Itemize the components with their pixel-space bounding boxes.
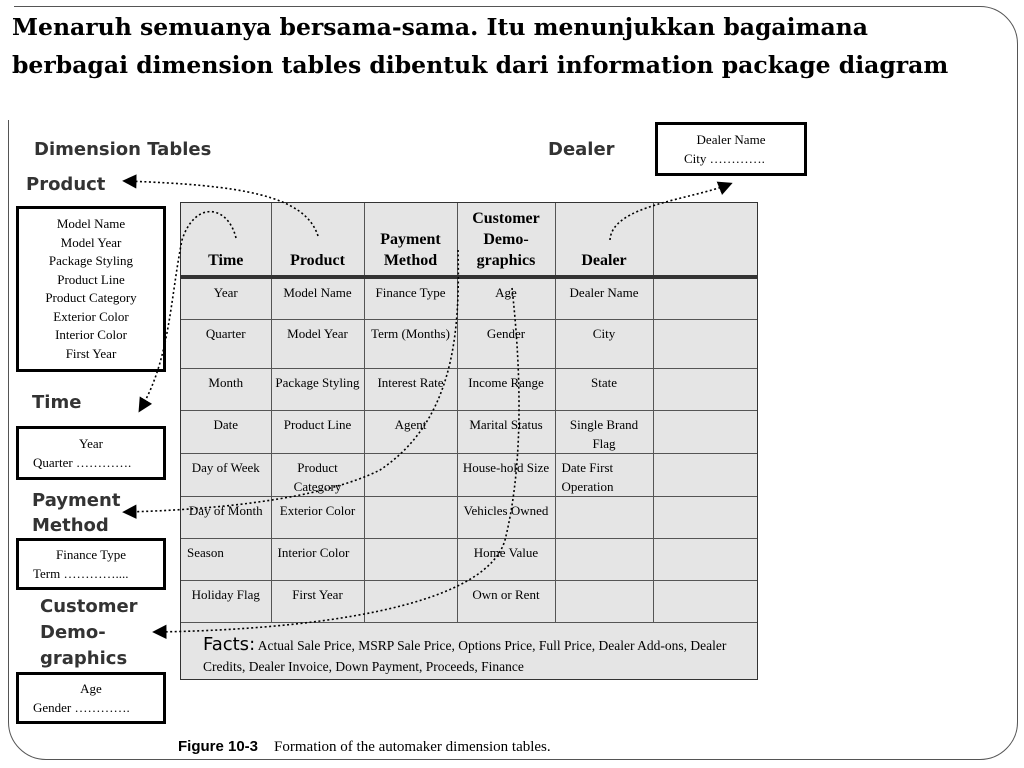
cell [653, 277, 757, 319]
facts-text: Actual Sale Price, MSRP Sale Price, Options Price, Full Price, Dealer Add-ons, Dealer Credits, Dealer Invoice, Down Payment, Proceeds, Finance [203, 638, 727, 674]
cell [653, 453, 757, 496]
cell [555, 580, 653, 622]
cell [364, 538, 457, 580]
cell: First Year [271, 580, 364, 622]
product-box-line: Model Name [56, 216, 126, 231]
cell: Finance Type [364, 277, 457, 319]
cell: Vehicles Owned [457, 496, 555, 538]
cell: House-hold Size [457, 453, 555, 496]
cell [555, 496, 653, 538]
dealer-label: Dealer [548, 139, 615, 160]
cell: Date First Operation [555, 453, 653, 496]
customer-dimension-box [16, 672, 166, 724]
package-table [181, 203, 757, 623]
table-row [181, 538, 757, 580]
product-label: Product [26, 174, 106, 195]
dealer-dimension-box [655, 122, 807, 176]
cell: Dealer Name [555, 277, 653, 319]
cell: Single Brand Flag [555, 410, 653, 453]
payment-method-label [32, 488, 120, 538]
slide-title: Menaruh semuanya bersama-sama. Itu menunjukkan bagaimana berbagai dimension tables dibentuk dari information package diagram [12, 13, 949, 79]
cell [653, 538, 757, 580]
information-package-diagram [180, 202, 758, 680]
cell: Day of Month [181, 496, 271, 538]
product-box-line: Package Styling [48, 253, 134, 268]
header-dealer: Dealer [555, 203, 653, 277]
table-row [181, 580, 757, 622]
header-empty [653, 203, 757, 277]
customer-box-line: Gender …………. [33, 699, 130, 715]
cell: Product Category [271, 453, 364, 496]
table-row [181, 319, 757, 368]
product-box-line: Exterior Color [53, 308, 129, 324]
payment-label-line1: Payment [32, 490, 121, 511]
customer-label-line1: Customer [40, 596, 138, 617]
figure-caption-text: Formation of the automaker dimension tables. [274, 739, 551, 755]
table-row [181, 496, 757, 538]
product-box-line: Product Category [45, 290, 137, 305]
cell: Model Year [271, 319, 364, 368]
payment-box-line: Finance Type [56, 547, 126, 562]
cell: Date [181, 410, 271, 453]
time-box-line: Year [79, 436, 103, 451]
cell: Quarter [181, 319, 271, 368]
customer-demographics-label [40, 594, 138, 672]
cell [653, 580, 757, 622]
product-box-line: Product Line [57, 271, 125, 287]
cell: City [555, 319, 653, 368]
header-product: Product [271, 203, 364, 277]
header-customer-demographics: Customer Demo-graphics [457, 203, 555, 277]
dimension-tables-label: Dimension Tables [34, 139, 212, 160]
cell: Income Range [457, 368, 555, 410]
cell: State [555, 368, 653, 410]
customer-box-line: Age [80, 681, 102, 696]
cell [364, 453, 457, 496]
cell: Year [181, 277, 271, 319]
cell [364, 496, 457, 538]
cell: Package Styling [271, 368, 364, 410]
table-row [181, 453, 757, 496]
dealer-box-line: Dealer Name [696, 132, 766, 147]
time-dimension-box [16, 426, 166, 480]
table-row [181, 277, 757, 319]
cell: Model Name [271, 277, 364, 319]
cell: Home Value [457, 538, 555, 580]
cell: Agent [364, 410, 457, 453]
cell: Gender [457, 319, 555, 368]
time-box-line: Quarter …………. [33, 454, 132, 470]
cell [653, 368, 757, 410]
cell: Product Line [271, 410, 364, 453]
cell: Own or Rent [457, 580, 555, 622]
time-label: Time [32, 392, 82, 413]
payment-dimension-box [16, 538, 166, 590]
customer-label-line3: graphics [40, 648, 128, 669]
cell: Exterior Color [271, 496, 364, 538]
customer-label-line2: Demo- [40, 622, 106, 643]
header-payment-method: Payment Method [364, 203, 457, 277]
table-row [181, 410, 757, 453]
figure-number: Figure 10-3 [178, 738, 259, 755]
cell: Interior Color [271, 538, 364, 580]
cell [653, 410, 757, 453]
table-header-row [181, 203, 757, 277]
cell: Term (Months) [364, 319, 457, 368]
dealer-box-line: City …………. [684, 150, 765, 166]
cell [653, 496, 757, 538]
cell: Month [181, 368, 271, 410]
payment-box-line: Term ………….... [33, 565, 129, 581]
cell [653, 319, 757, 368]
cell: Day of Week [181, 453, 271, 496]
product-box-line: Model Year [60, 234, 122, 250]
payment-label-line2: Method [32, 515, 109, 536]
cell: Age [457, 277, 555, 319]
figure-caption [178, 738, 551, 756]
product-dimension-box [16, 206, 166, 372]
cell: Interest Rate [364, 368, 457, 410]
cell: Season [181, 538, 271, 580]
facts-section [181, 624, 757, 677]
facts-label: Facts: [203, 634, 256, 655]
header-time: Time [181, 203, 271, 277]
cell [364, 580, 457, 622]
table-row [181, 368, 757, 410]
cell: Marital Status [457, 410, 555, 453]
product-box-line: Interior Color [55, 327, 127, 342]
cell: Holiday Flag [181, 580, 271, 622]
cell [555, 538, 653, 580]
product-box-line: First Year [65, 345, 117, 361]
